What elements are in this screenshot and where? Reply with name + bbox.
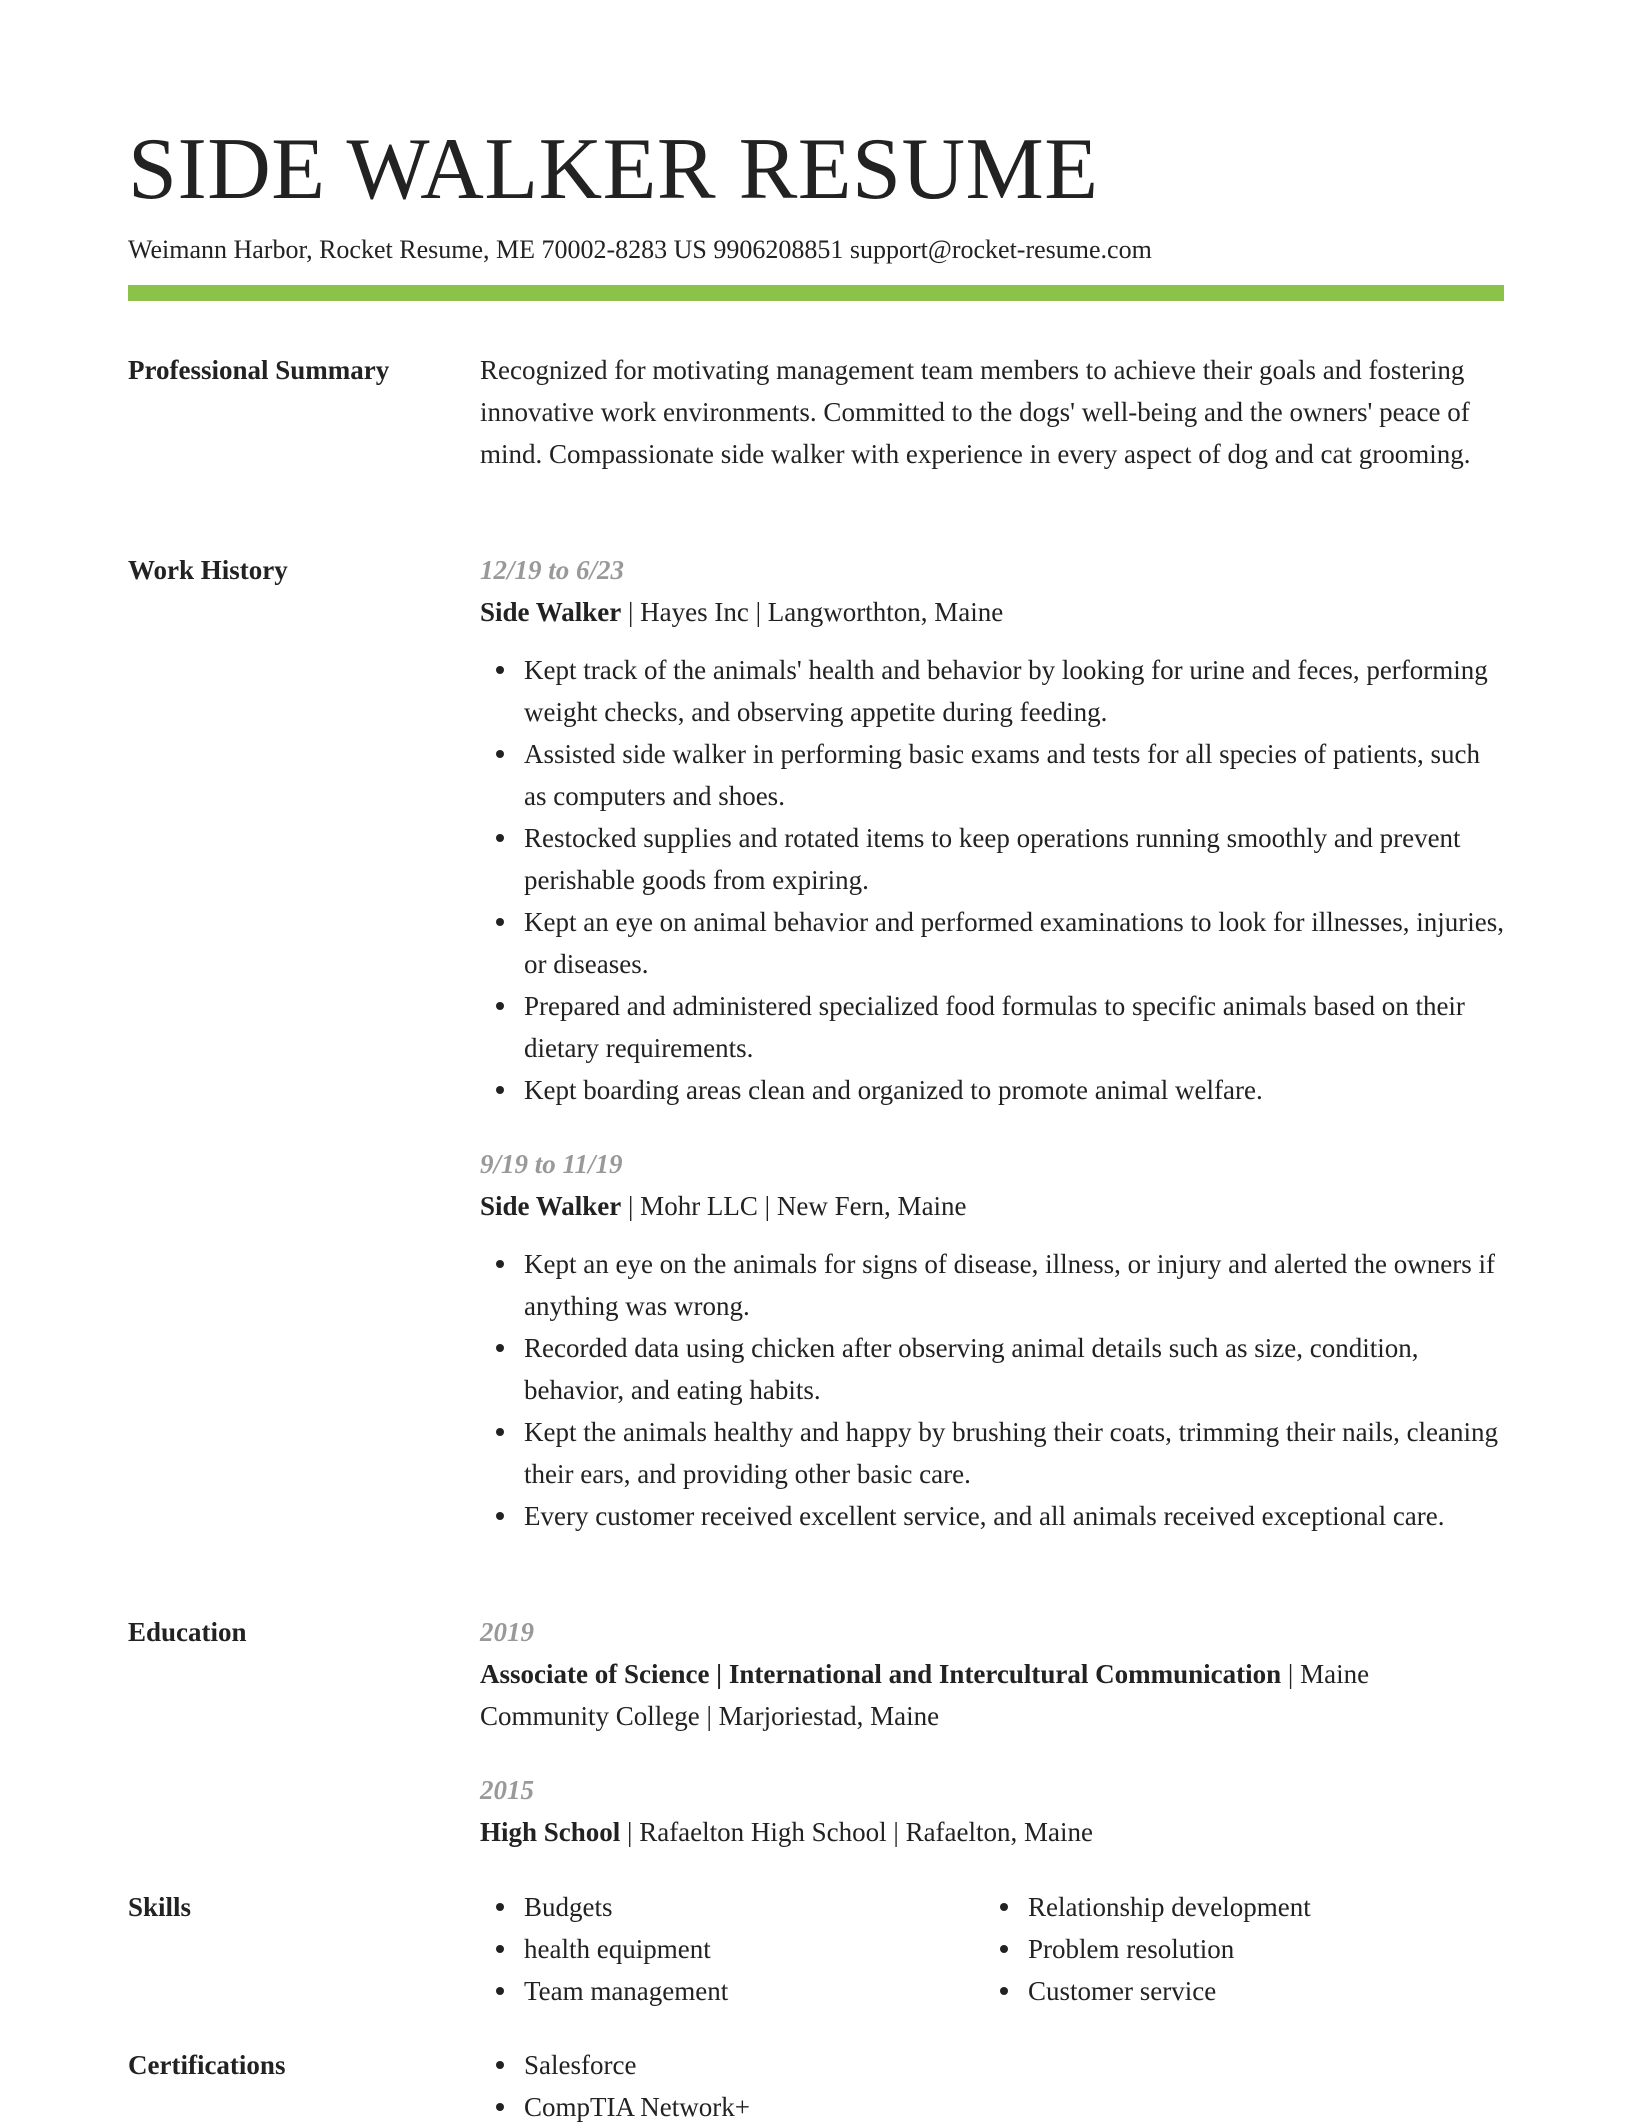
job-bullet: Kept the animals healthy and happy by brushing their coats, trimming their nails, cleaning their ears, and providing other basic care. [480,1411,1504,1495]
job-line [480,1185,1504,1227]
job-bullets [480,649,1504,1111]
job-entry [480,1143,1504,1537]
education-entry [480,1611,1504,1737]
job-bullet: Assisted side walker in performing basic exams and tests for all species of patients, such as computers and shoes. [480,733,1504,817]
job-bullet: Prepared and administered specialized food formulas to specific animals based on their dietary requirements. [480,985,1504,1069]
job-bullet: Restocked supplies and rotated items to keep operations running smoothly and prevent perishable goods from expiring. [480,817,1504,901]
summary-heading: Professional Summary [128,355,390,385]
education-school: | Maine Community College | Marjoriestad, Maine [480,1659,1370,1731]
job-bullet: Recorded data using chicken after observing animal details such as size, condition, behavior, and eating habits. [480,1327,1504,1411]
job-bullet: Kept an eye on the animals for signs of disease, illness, or injury and alerted the owners if anything was wrong. [480,1243,1504,1327]
job-entry [480,549,1504,1111]
summary-text: Recognized for motivating management team members to achieve their goals and fostering innovative work environments. Committed to the dogs' well-being and the owners' peace of mind. Compassionate side walker with experience in every aspect of dog and cat grooming. [480,355,1471,469]
education-year: 2015 [480,1775,534,1805]
job-bullet: Kept track of the animals' health and behavior by looking for urine and feces, performing weight checks, and observing appetite during feeding. [480,649,1504,733]
skill-item: Customer service [984,1970,1488,2012]
education-school: | Rafaelton High School | Rafaelton, Maine [620,1817,1093,1847]
skill-item: Problem resolution [984,1928,1488,1970]
education-degree: High School [480,1817,621,1847]
job-line [480,591,1504,633]
certifications-heading: Certifications [128,2050,286,2080]
education-degree: Associate of Science | International and Intercultural Communication [480,1659,1282,1689]
job-title: Side Walker [480,597,622,627]
job-dates: 12/19 to 6/23 [480,555,625,585]
education-entry [480,1769,1504,1853]
skills-heading: Skills [128,1892,192,1922]
skill-item: Team management [480,1970,984,2012]
skill-item: Budgets [480,1886,984,1928]
skill-item: health equipment [480,1928,984,1970]
job-title: Side Walker [480,1191,622,1221]
job-employer: | Hayes Inc | Langworthton, Maine [621,597,1004,627]
education-heading: Education [128,1617,247,1647]
job-dates: 9/19 to 11/19 [480,1149,623,1179]
skill-item: Relationship development [984,1886,1488,1928]
skills-list-left [480,1886,984,2012]
certifications-list [480,2044,1504,2128]
education-year: 2019 [480,1617,534,1647]
job-bullet: Every customer received excellent service, and all animals received exceptional care. [480,1495,1504,1537]
skills-list-right [984,1886,1488,2012]
certification-item: CompTIA Network+ [480,2086,1504,2128]
job-bullet: Kept an eye on animal behavior and performed examinations to look for illnesses, injuries, or diseases. [480,901,1504,985]
certification-item: Salesforce [480,2044,1504,2086]
work-history-heading: Work History [128,555,288,585]
education-line [480,1653,1504,1737]
job-bullets [480,1243,1504,1537]
skills-columns [480,1886,1504,2012]
job-employer: | Mohr LLC | New Fern, Maine [621,1191,967,1221]
contact-line: Weimann Harbor, Rocket Resume, ME 70002-8283 US 9906208851 support@rocket-resume.com [128,235,1152,264]
resume-title: SIDE WALKER RESUME [128,121,1099,218]
accent-divider [128,285,1504,301]
job-bullet: Kept boarding areas clean and organized to promote animal welfare. [480,1069,1504,1111]
education-line [480,1811,1504,1853]
